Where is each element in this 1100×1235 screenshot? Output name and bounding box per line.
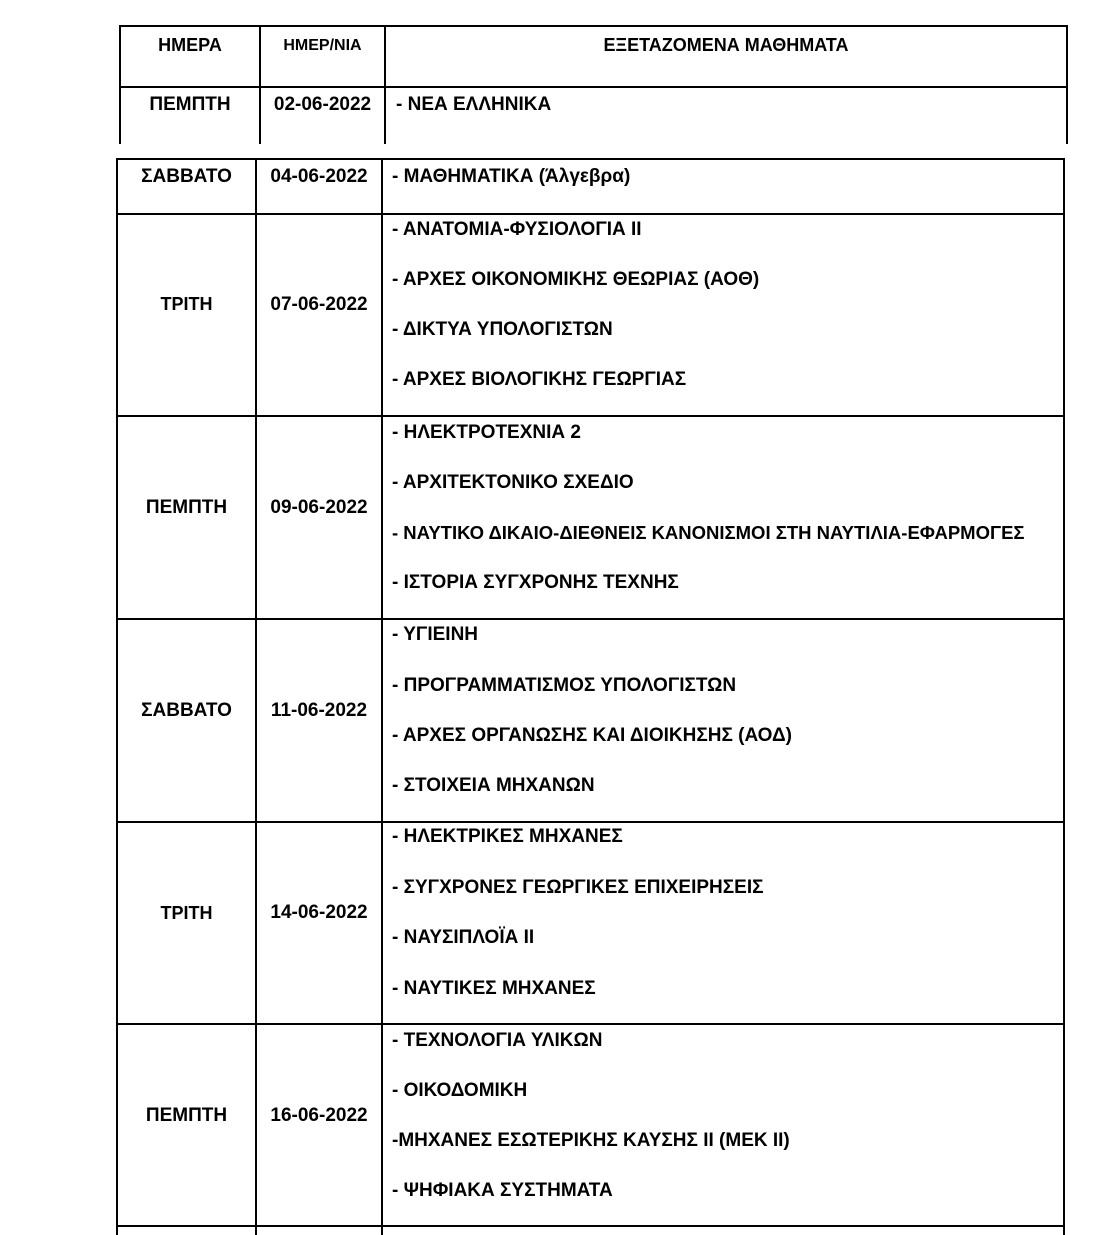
row-divider — [116, 415, 1065, 417]
row-subject: - ΙΣΤΟΡΙΑ ΣΥΓΧΡΟΝΗΣ ΤΕΧΝΗΣ — [392, 572, 679, 593]
row-subject: - ΠΡΟΓΡΑΜΜΑΤΙΣΜΟΣ ΥΠΟΛΟΓΙΣΤΩΝ — [392, 675, 737, 696]
row-subject: - ΑΝΑΤΟΜΙΑ-ΦΥΣΙΟΛΟΓΙΑ ΙΙ — [392, 219, 642, 240]
row-subject: - ΨΗΦΙΑΚΑ ΣΥΣΤΗΜΑΤΑ — [392, 1180, 613, 1201]
row-divider — [116, 821, 1065, 823]
row-subject: - ΑΡΧΕΣ ΒΙΟΛΟΓΙΚΗΣ ΓΕΩΡΓΙΑΣ — [392, 369, 687, 390]
row-subject: - ΝΑΥΤΙΚΕΣ ΜΗΧΑΝΕΣ — [392, 978, 596, 999]
row-subject: - ΟΙΚΟΔΟΜΙΚΗ — [392, 1080, 528, 1101]
row-date: 04-06-2022 — [270, 166, 368, 187]
row-subject: - ΑΡΧΕΣ ΟΡΓΑΝΩΣΗΣ ΚΑΙ ΔΙΟΙΚΗΣΗΣ (ΑΟΔ) — [392, 725, 792, 746]
row-divider — [116, 618, 1065, 620]
header-subjects: ΕΞΕΤΑΖΟΜΕΝΑ ΜΑΘΗΜΑΤΑ — [603, 35, 849, 55]
row-subject: - ΣΤΟΙΧΕΙΑ ΜΗΧΑΝΩΝ — [392, 775, 595, 796]
row-day: ΣΑΒΒΑΤΟ — [141, 700, 232, 721]
main-table-border-right — [1063, 158, 1065, 1235]
row-date: 14-06-2022 — [270, 902, 368, 923]
first-row-date: 02-06-2022 — [273, 94, 372, 115]
row-subject: - ΝΑΥΤΙΚΟ ΔΙΚΑΙΟ-ΔΙΕΘΝΕΙΣ ΚΑΝΟΝΙΣΜΟΙ ΣΤΗ ΝΑΥΤΙΛΙΑ-ΕΦΑΡΜΟΓΕΣ — [392, 522, 1025, 543]
row-date: 07-06-2022 — [270, 294, 368, 315]
row-divider — [116, 213, 1065, 215]
header-date: ΗΜΕΡ/ΝΙΑ — [283, 37, 362, 54]
row-subject: - ΣΥΓΧΡΟΝΕΣ ΓΕΩΡΓΙΚΕΣ ΕΠΙΧΕΙΡΗΣΕΙΣ — [392, 877, 764, 898]
header-day: ΗΜΕΡΑ — [158, 35, 222, 55]
row-date: 11-06-2022 — [270, 700, 368, 721]
row-day: ΤΡΙΤΗ — [160, 294, 213, 314]
top-table-border-top — [119, 25, 1068, 27]
row-day: ΤΡΙΤΗ — [160, 903, 213, 923]
first-row-subject: - ΝΕΑ ΕΛΛΗΝΙΚΑ — [396, 94, 552, 115]
main-table-col-divider-1 — [255, 158, 257, 1235]
row-subject: - ΑΡΧΙΤΕΚΤΟΝΙΚΟ ΣΧΕΔΙΟ — [392, 472, 634, 493]
top-table-header-divider — [119, 86, 1068, 88]
row-subject: - ΔΙΚΤΥΑ ΥΠΟΛΟΓΙΣΤΩΝ — [392, 319, 613, 340]
row-subject: - ΥΓΙΕΙΝΗ — [392, 624, 479, 645]
row-subject: - ΗΛΕΚΤΡΟΤΕΧΝΙΑ 2 — [392, 422, 581, 443]
top-table-border-right — [1066, 25, 1068, 144]
row-day: ΣΑΒΒΑΤΟ — [141, 166, 232, 187]
row-subject: - ΜΑΘΗΜΑΤΙΚΑ (Άλγεβρα) — [392, 166, 631, 187]
row-day: ΠΕΜΠΤΗ — [145, 497, 228, 518]
row-divider — [116, 1225, 1065, 1227]
row-divider — [116, 158, 1065, 160]
main-table-col-divider-2 — [381, 158, 383, 1235]
row-subject: - ΗΛΕΚΤΡΙΚΕΣ ΜΗΧΑΝΕΣ — [392, 826, 623, 847]
row-divider — [116, 1023, 1065, 1025]
row-subject: - ΑΡΧΕΣ ΟΙΚΟΝΟΜΙΚΗΣ ΘΕΩΡΙΑΣ (ΑΟΘ) — [392, 269, 760, 290]
row-date: 09-06-2022 — [270, 497, 368, 518]
first-row-day: ΠΕΜΠΤΗ — [149, 94, 231, 115]
row-subject: - ΝΑΥΣΙΠΛΟΪΑ ΙΙ — [392, 927, 535, 948]
row-subject: - ΤΕΧΝΟΛΟΓΙΑ ΥΛΙΚΩΝ — [392, 1030, 603, 1051]
row-subject: -ΜΗΧΑΝΕΣ ΕΣΩΤΕΡΙΚΗΣ ΚΑΥΣΗΣ ΙΙ (ΜΕΚ ΙΙ) — [392, 1130, 790, 1151]
row-date: 16-06-2022 — [270, 1105, 368, 1126]
row-day: ΠΕΜΠΤΗ — [145, 1105, 228, 1126]
main-table-border-left — [116, 158, 118, 1235]
